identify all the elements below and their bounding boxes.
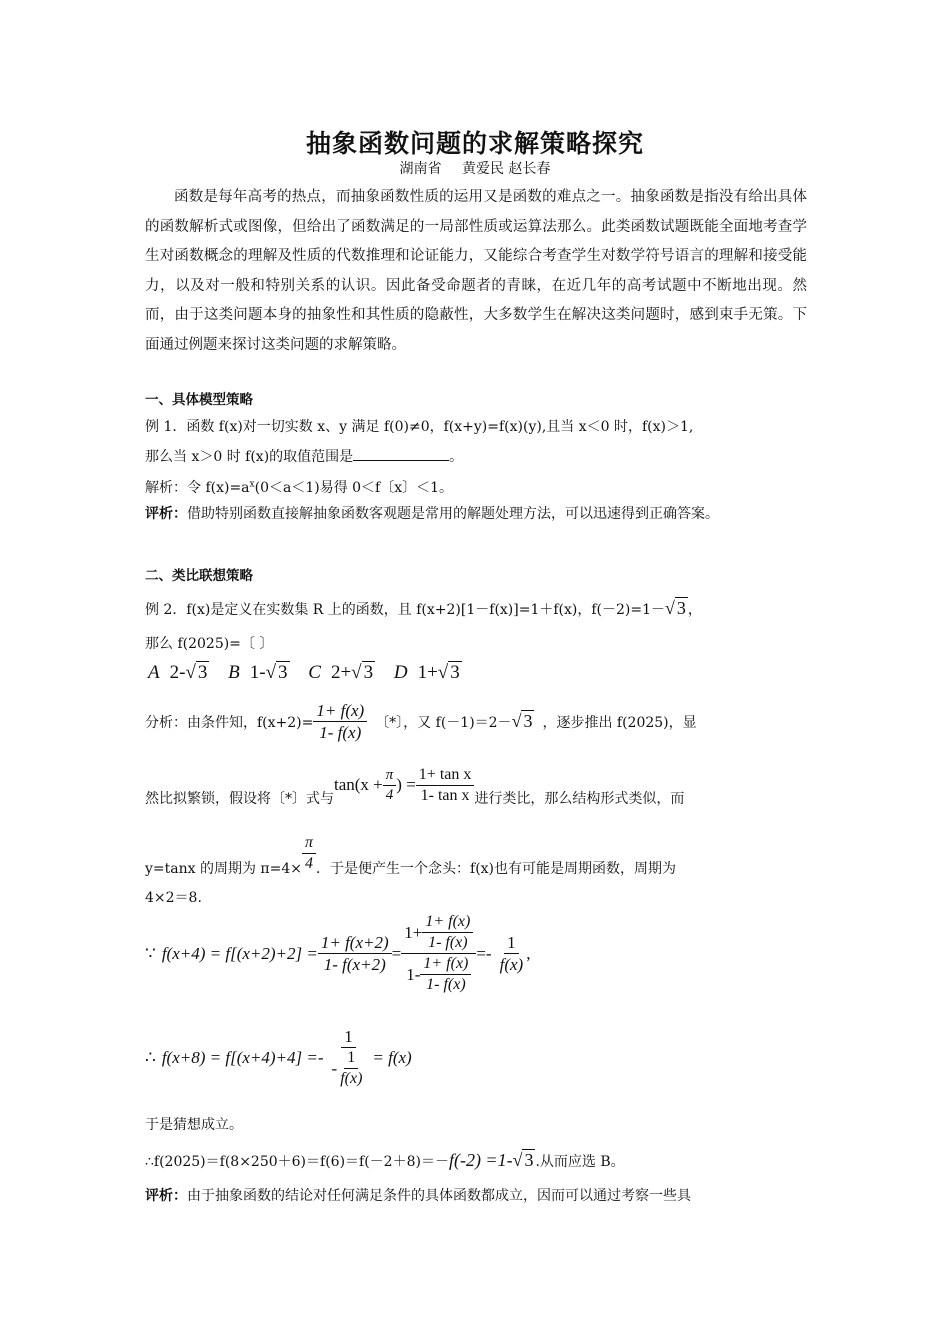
sqrt3-symbol-2: √ 3 xyxy=(511,711,533,732)
period-text-c: 4×2＝8. xyxy=(145,890,202,906)
eq2-fraction: 1 - $\frac{1}{f(x)}$ xyxy=(331,1027,363,1088)
option-c: C 2+√ 3 xyxy=(308,662,374,683)
eq1-comma: , xyxy=(526,943,531,963)
eq2-rhs: = f(x) xyxy=(372,1047,412,1067)
intro-paragraph: 函数是每年高考的热点，而抽象函数性质的运用又是函数的难点之一。抽象函数是指没有给出具体的函数解析式或图像，但给出了函数满足的一局部性质或运算法那么。此类函数试题既能全面地考查学生对函数概念的理解及性质的代数推理和论证能力，又能综合考查学生对数学符号语言的理解和接受能力，以及对一般和特别关系的认识。因此备受命题者的青睐，在近几年的高考试题中不断地出现。然而，由于这类问题本身的抽象性和其性质的隐蔽性，大多数学生在解决这类问题时，感到束手无策。下面通过例题来探讨这类问题的求解策略。 xyxy=(145,189,807,353)
comment2 xyxy=(145,1185,807,1205)
analysis-text-a: 分析：由条件知，f(x+2)= xyxy=(145,714,314,731)
solution-exponent: x xyxy=(249,479,255,490)
equation-2 xyxy=(145,1026,412,1089)
eq1-lhs: f(x+4) = f[(x+2)+2] = xyxy=(161,943,318,963)
final-text-b: .从而应选 B。 xyxy=(535,1153,625,1170)
analysis-fraction: $\frac{1+ f(x)}{1- f(x)}$ xyxy=(313,700,367,744)
analysis-text-c: ，逐步推出 f(2025)，显 xyxy=(542,714,697,731)
tan-analogy-line xyxy=(145,762,807,808)
comment1-label: 评析： xyxy=(145,506,187,522)
eq1-equals: = xyxy=(391,943,402,963)
example1-line1: 例 1．函数 f(x)对一切实数 x、y 满足 f(0)≠0，f(x+y)=f(x)(y),且当 x＜0 时，f(x)＞1, xyxy=(145,419,694,435)
comment2-label: 评析： xyxy=(145,1188,187,1204)
tan-formula: tan(x + $\frac{\pi}{4}$ ) = $\frac{\text{1+ tan x}}{\text{1- tan x}}$ xyxy=(334,765,474,806)
eq2-lhs: f(x+8) = f[(x+4)+4] =- xyxy=(161,1047,324,1067)
page-title: 抽象函数问题的求解策略探究 xyxy=(305,129,644,158)
example2-text-a: 例 2．f(x)是定义在实数集 R 上的函数，且 f(x+2)[1－f(x)]=1＋f(x)，f(－2)=1－ xyxy=(145,602,666,618)
eq1-fraction-1: $\frac{1+ f(x+2)}{1- f(x+2)}$ xyxy=(318,932,392,976)
therefore-symbol: ∴ xyxy=(145,1047,156,1067)
example2-line1 xyxy=(145,598,807,619)
option-d: D 1+√ 3 xyxy=(393,662,460,683)
eq1-neg-equals: =- xyxy=(476,943,492,963)
solution-text-b: (0＜a＜1)易得 0＜f〔x〕＜1。 xyxy=(254,480,454,496)
because-symbol: ∵ xyxy=(145,943,156,963)
example1-period: 。 xyxy=(449,449,464,465)
author-province: 湖南省 xyxy=(399,161,442,177)
tan-text-a: 然比拟繁锁，假设将〔*〕式与 xyxy=(145,791,334,807)
sqrt3-symbol-3: √ 3 xyxy=(512,1150,534,1170)
final-math: f(-2) =1- xyxy=(448,1150,513,1170)
solution-text-a: 解析：令 f(x)=a xyxy=(145,480,250,496)
period-text-a: y=tanx 的周期为 π=4× xyxy=(145,861,302,877)
conclusion: 于是猜想成立。 xyxy=(145,1117,243,1133)
example2-text-b: ， xyxy=(687,602,702,618)
answer-options xyxy=(148,662,476,684)
section2-heading: 二、类比联想策略 xyxy=(145,568,253,584)
tan-text-b: 进行类比，那么结构形式类似，而 xyxy=(474,791,685,807)
analysis-line xyxy=(145,700,807,744)
option-b: B 1-√ 3 xyxy=(228,662,288,683)
option-a: A 2-√ 3 xyxy=(148,662,208,683)
period-text-b: ．于是便产生一个念头：f(x)也有可能是周期函数，周期为 xyxy=(316,861,677,877)
authors xyxy=(0,158,950,178)
comment1-text: 借助特别函数直接解抽象函数客观题是常用的解题处理方法，可以迅速得到正确答案。 xyxy=(187,506,719,522)
example1-question: 那么当 x＞0 时 f(x)的取值范围是 xyxy=(145,449,354,465)
pi-over-4: $\frac{\pi}{4}$ xyxy=(302,833,316,874)
answer-blank xyxy=(353,446,449,461)
equation-1 xyxy=(145,912,530,995)
comment1 xyxy=(145,500,807,528)
author-names: 黄爱民 赵长春 xyxy=(462,161,551,177)
example1-line2 xyxy=(145,446,807,466)
comment2-text: 由于抽象函数的结论对任何满足条件的具体函数都成立，因而可以通过考察一些具 xyxy=(187,1188,691,1204)
analysis-text-b: 〔*〕，又 f(－1)＝2－ xyxy=(375,714,512,731)
final-text-a: ∴f(2025)＝f(8×250＋6)＝f(6)＝f(－2＋8)＝－ xyxy=(145,1153,449,1170)
example2-line2: 那么 f(2025)=〔 〕 xyxy=(145,636,274,652)
eq1-reciprocal: $\frac{1}{f(x)}$ xyxy=(499,932,524,974)
final-line xyxy=(145,1150,807,1171)
eq1-compound-fraction: 1+ $\frac{1+ f(x)}{1- f(x)}$ 1- $\frac{1+ f(x)}{1- f(x)}$ xyxy=(401,912,476,995)
sqrt3-symbol: √ 3 xyxy=(665,598,686,618)
example1-solution xyxy=(145,477,807,497)
section1-heading: 一、具体模型策略 xyxy=(145,392,253,408)
period-line xyxy=(145,828,807,878)
